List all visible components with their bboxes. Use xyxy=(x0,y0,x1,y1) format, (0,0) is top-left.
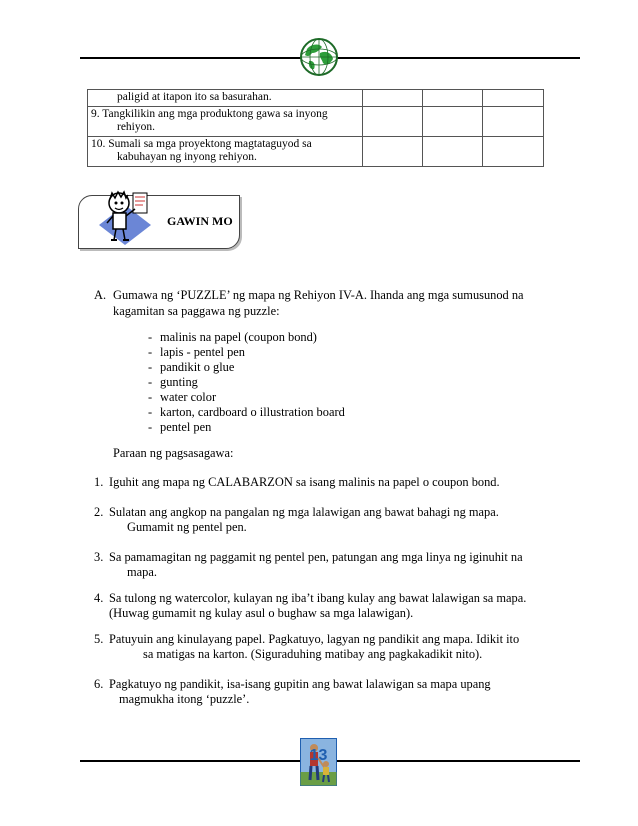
row-text: paligid at itapon ito sa basurahan. xyxy=(117,91,272,103)
checkbox-cell xyxy=(362,90,422,107)
list-item: - malinis na papel (coupon bond) xyxy=(148,330,317,344)
list-item: - gunting xyxy=(148,375,198,389)
globe-icon xyxy=(299,37,339,77)
row-text-cont: rehiyon. xyxy=(117,121,156,133)
page-number: 13 xyxy=(309,747,328,764)
checkbox-cell xyxy=(362,136,422,166)
list-item: - water color xyxy=(148,390,217,404)
checkbox-cell xyxy=(362,106,422,136)
procedure-title: Paraan ng pagsasagawa: xyxy=(113,446,234,460)
step-item: 3. Sa pamamagitan ng paggamit ng pentel pen, patungan ang mga linya ng iginuhit na mapa. xyxy=(94,550,523,579)
list-item: - karton, cardboard o illustration board xyxy=(148,405,345,419)
checklist-table xyxy=(87,89,544,167)
row-text: 10. Sumali sa mga proyektong magtataguyod sa xyxy=(91,137,312,150)
list-item: - lapis - pentel pen xyxy=(148,345,245,359)
section-a-line1: Gumawa ng ‘PUZZLE’ ng mapa ng Rehiyon IV-A. Ihanda ang mga sumusunod na xyxy=(113,288,524,302)
section-a-label: A. xyxy=(94,288,107,302)
checkbox-cell xyxy=(483,136,544,166)
row-text-cont: kabuhayan ng inyong rehiyon. xyxy=(117,151,257,163)
checkbox-cell xyxy=(483,106,544,136)
list-item: - pentel pen xyxy=(148,420,212,434)
table-row xyxy=(88,90,544,107)
checkbox-cell xyxy=(423,106,483,136)
list-item: - pandikit o glue xyxy=(148,360,235,374)
section-a-line2: kagamitan sa paggawa ng puzzle: xyxy=(113,304,280,318)
table-row xyxy=(88,136,544,166)
step-item: 2. Sulatan ang angkop na pangalan ng mga lalawigan ang bawat bahagi ng mapa. Gumamit ng pentel pen. xyxy=(94,505,499,534)
table-row xyxy=(88,106,544,136)
row-text: 9. Tangkilikin ang mga produktong gawa sa inyong xyxy=(91,107,328,120)
checkbox-cell xyxy=(483,90,544,107)
student-clipart-icon xyxy=(93,185,157,249)
step-item: 1. Iguhit ang mapa ng CALABARZON sa isang malinis na papel o coupon bond. xyxy=(94,475,500,489)
step-item: 6. Pagkatuyo ng pandikit, isa-isang gupitin ang bawat lalawigan sa mapa upang magmukha itong ‘puzzle’. xyxy=(94,677,491,706)
step-item: 4. Sa tulong ng watercolor, kulayan ng iba’t ibang kulay ang bawat lalawigan sa mapa. (Huwag gumamit ng kulay asul o bughaw sa mga lalawigan). xyxy=(94,591,527,620)
step-item: 5. Patuyuin ang kinulayang papel. Pagkatuyo, lagyan ng pandikit ang mapa. Idikit ito sa matigas na karton. (Siguraduhing matibay ang pagkakadikit nito). xyxy=(94,632,520,661)
checkbox-cell xyxy=(423,90,483,107)
banner-title: GAWIN MO xyxy=(167,214,233,228)
checkbox-cell xyxy=(423,136,483,166)
